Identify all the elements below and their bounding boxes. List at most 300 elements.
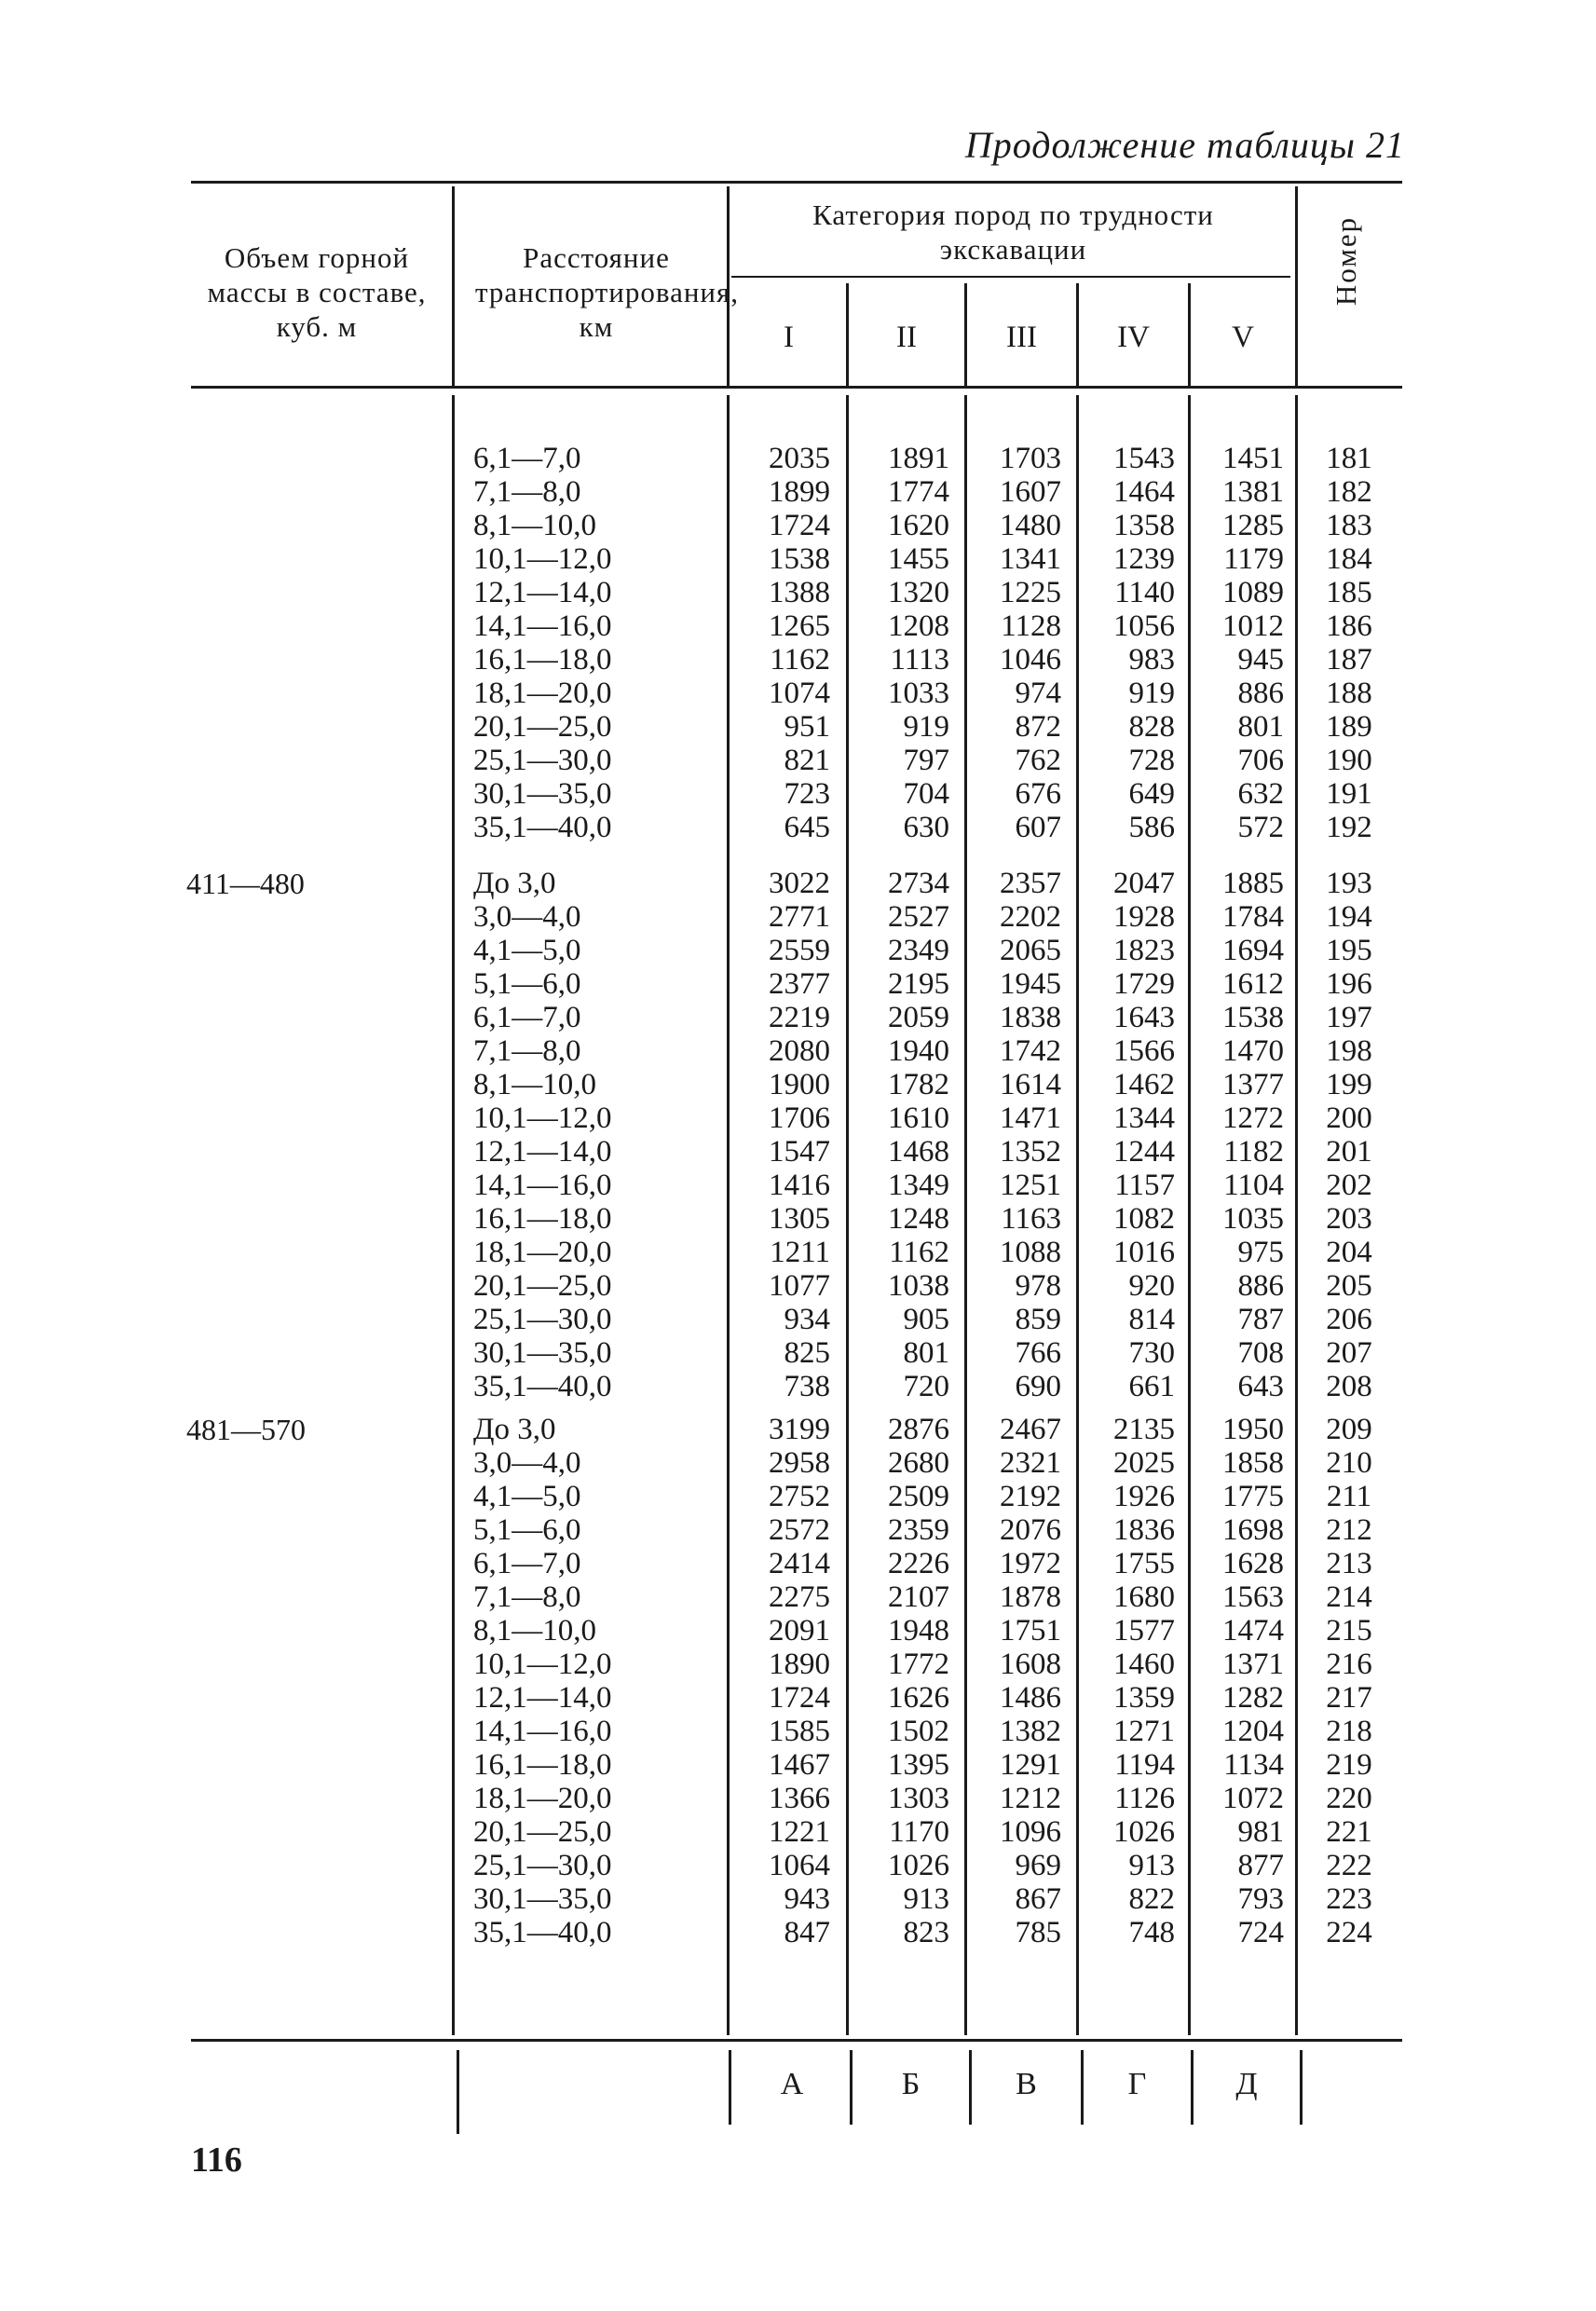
value-cell: 823 (903, 1916, 949, 1949)
value-cell: 1126 (1114, 1782, 1175, 1815)
table-row (0, 934, 1596, 967)
value-cell: 706 (1237, 744, 1284, 777)
value-cell: 867 (1015, 1882, 1061, 1916)
value-cell: 2195 (888, 967, 949, 1001)
value-cell: 2680 (888, 1446, 949, 1480)
value-cell: 1563 (1222, 1580, 1284, 1614)
row-number-cell: 223 (1326, 1882, 1372, 1916)
value-cell: 1272 (1222, 1101, 1284, 1135)
value-cell: 649 (1128, 777, 1175, 811)
value-cell: 1878 (1000, 1580, 1061, 1614)
category-header: II (896, 321, 917, 354)
value-cell: 1694 (1222, 934, 1284, 967)
value-cell: 2059 (888, 1001, 949, 1034)
distance-cell: 5,1—6,0 (473, 967, 581, 1001)
value-cell: 724 (1237, 1916, 1284, 1949)
value-cell: 2876 (888, 1413, 949, 1446)
value-cell: 1377 (1222, 1068, 1284, 1101)
value-cell: 1620 (888, 509, 949, 542)
value-cell: 2771 (769, 900, 830, 934)
volume-label: 411—480 (186, 867, 305, 900)
table-row (0, 1413, 1596, 1446)
value-cell: 1464 (1113, 475, 1175, 509)
table-row (0, 1202, 1596, 1236)
table-row (0, 1446, 1596, 1480)
value-cell: 1104 (1223, 1169, 1284, 1202)
value-cell: 1643 (1113, 1001, 1175, 1034)
value-cell: 934 (784, 1303, 830, 1336)
value-cell: 728 (1128, 744, 1175, 777)
category-header: III (1006, 321, 1037, 354)
distance-cell: 30,1—35,0 (473, 1336, 612, 1370)
distance-cell: 10,1—12,0 (473, 1101, 612, 1135)
value-cell: 645 (784, 811, 830, 844)
value-cell: 983 (1128, 643, 1175, 677)
value-cell: 1480 (1000, 509, 1061, 542)
row-number-cell: 190 (1326, 744, 1372, 777)
value-cell: 1724 (769, 1681, 830, 1715)
value-cell: 1538 (1222, 1001, 1284, 1034)
value-cell: 3022 (769, 867, 830, 900)
distance-cell: 18,1—20,0 (473, 677, 612, 710)
table-row (0, 1614, 1596, 1648)
row-number-cell: 183 (1326, 509, 1372, 542)
distance-cell: 20,1—25,0 (473, 710, 612, 744)
value-cell: 1271 (1113, 1715, 1175, 1748)
value-cell: 586 (1128, 811, 1175, 844)
value-cell: 661 (1128, 1370, 1175, 1403)
table-row (0, 1303, 1596, 1336)
value-cell: 1470 (1222, 1034, 1284, 1068)
value-cell: 1352 (1000, 1135, 1061, 1169)
distance-cell: 25,1—30,0 (473, 744, 612, 777)
value-cell: 1358 (1113, 509, 1175, 542)
value-cell: 1366 (769, 1782, 830, 1815)
value-cell: 1538 (769, 542, 830, 576)
row-number-cell: 206 (1326, 1303, 1372, 1336)
table-row (0, 1513, 1596, 1547)
value-cell: 1088 (1000, 1236, 1061, 1269)
category-header: IV (1117, 321, 1150, 354)
value-cell: 978 (1015, 1269, 1061, 1303)
row-number-cell: 214 (1326, 1580, 1372, 1614)
table-row (0, 643, 1596, 677)
value-cell: 2226 (888, 1547, 949, 1580)
row-number-cell: 217 (1326, 1681, 1372, 1715)
table-row (0, 1849, 1596, 1882)
value-cell: 969 (1015, 1849, 1061, 1882)
distance-cell: 18,1—20,0 (473, 1782, 612, 1815)
value-cell: 828 (1128, 710, 1175, 744)
value-cell: 1140 (1114, 576, 1175, 609)
row-number-cell: 209 (1326, 1413, 1372, 1446)
value-cell: 3199 (769, 1413, 830, 1446)
value-cell: 886 (1237, 1269, 1284, 1303)
value-cell: 1320 (888, 576, 949, 609)
distance-cell: 4,1—5,0 (473, 934, 581, 967)
distance-cell: 8,1—10,0 (473, 1068, 596, 1101)
value-cell: 607 (1015, 811, 1061, 844)
row-number-cell: 220 (1326, 1782, 1372, 1815)
table-rows (0, 1413, 1596, 1949)
value-cell: 1371 (1222, 1648, 1284, 1681)
value-cell: 1823 (1113, 934, 1175, 967)
row-number-cell: 219 (1326, 1748, 1372, 1782)
value-cell: 2414 (769, 1547, 830, 1580)
value-cell: 1585 (769, 1715, 830, 1748)
value-cell: 2192 (1000, 1480, 1061, 1513)
value-cell: 1162 (889, 1236, 949, 1269)
table-row (0, 609, 1596, 643)
value-cell: 1858 (1222, 1446, 1284, 1480)
distance-cell: 20,1—25,0 (473, 1269, 612, 1303)
distance-cell: 18,1—20,0 (473, 1236, 612, 1269)
value-cell: 787 (1237, 1303, 1284, 1336)
table-row (0, 1480, 1596, 1513)
table-row (0, 967, 1596, 1001)
row-number-cell: 211 (1326, 1480, 1372, 1513)
distance-cell: 6,1—7,0 (473, 1547, 581, 1580)
value-cell: 1742 (1000, 1034, 1061, 1068)
row-number-cell: 187 (1326, 643, 1372, 677)
value-cell: 793 (1237, 1882, 1284, 1916)
value-cell: 1046 (1000, 643, 1061, 677)
value-cell: 720 (903, 1370, 949, 1403)
value-cell: 1265 (769, 609, 830, 643)
value-cell: 1225 (1000, 576, 1061, 609)
value-cell: 2321 (1000, 1446, 1061, 1480)
value-cell: 1774 (888, 475, 949, 509)
row-number-cell: 212 (1326, 1513, 1372, 1547)
value-cell: 877 (1237, 1849, 1284, 1882)
value-cell: 766 (1015, 1336, 1061, 1370)
value-cell: 2202 (1000, 900, 1061, 934)
footer-label: Б (901, 2067, 921, 2101)
value-cell: 643 (1237, 1370, 1284, 1403)
table-row (0, 1648, 1596, 1681)
footer-label: Д (1235, 2067, 1258, 2101)
value-cell: 1468 (888, 1135, 949, 1169)
row-number-cell: 198 (1326, 1034, 1372, 1068)
table-row (0, 1135, 1596, 1169)
value-cell: 1724 (769, 509, 830, 542)
distance-cell: 14,1—16,0 (473, 1169, 612, 1202)
value-cell: 1026 (888, 1849, 949, 1882)
footer-label: В (1016, 2067, 1037, 2101)
value-cell: 1194 (1114, 1748, 1175, 1782)
value-cell: 1056 (1113, 609, 1175, 643)
value-cell: 1751 (1000, 1614, 1061, 1648)
row-number-cell: 185 (1326, 576, 1372, 609)
table-rows (0, 867, 1596, 1403)
value-cell: 1772 (888, 1648, 949, 1681)
value-cell: 1113 (890, 643, 949, 677)
table-row (0, 1748, 1596, 1782)
category-header: V (1232, 321, 1254, 354)
row-number-cell: 192 (1326, 811, 1372, 844)
value-cell: 2357 (1000, 867, 1061, 900)
row-number-cell: 205 (1326, 1269, 1372, 1303)
value-cell: 1026 (1113, 1815, 1175, 1849)
distance-cell: 12,1—14,0 (473, 1681, 612, 1715)
value-cell: 1607 (1000, 475, 1061, 509)
table-row (0, 1034, 1596, 1068)
table-row (0, 867, 1596, 900)
header-volume: Объем горной массы в составе, куб. м (207, 241, 427, 343)
value-cell: 2527 (888, 900, 949, 934)
value-cell: 1614 (1000, 1068, 1061, 1101)
distance-cell: До 3,0 (473, 867, 556, 900)
distance-cell: 16,1—18,0 (473, 1748, 612, 1782)
distance-cell: 6,1—7,0 (473, 1001, 581, 1034)
distance-cell: 16,1—18,0 (473, 643, 612, 677)
value-cell: 2509 (888, 1480, 949, 1513)
value-cell: 1157 (1114, 1169, 1175, 1202)
distance-cell: 30,1—35,0 (473, 1882, 612, 1916)
value-cell: 1038 (888, 1269, 949, 1303)
table-row (0, 811, 1596, 844)
value-cell: 905 (903, 1303, 949, 1336)
value-cell: 2080 (769, 1034, 830, 1068)
value-cell: 1182 (1223, 1135, 1284, 1169)
value-cell: 913 (1128, 1849, 1175, 1882)
distance-cell: 8,1—10,0 (473, 509, 596, 542)
row-number-cell: 195 (1326, 934, 1372, 967)
value-cell: 1134 (1223, 1748, 1284, 1782)
table-row (0, 710, 1596, 744)
value-cell: 801 (903, 1336, 949, 1370)
col-divider (729, 2050, 731, 2125)
row-number-cell: 194 (1326, 900, 1372, 934)
value-cell: 919 (1128, 677, 1175, 710)
value-cell: 1784 (1222, 900, 1284, 934)
row-number-cell: 218 (1326, 1715, 1372, 1748)
value-cell: 1221 (769, 1815, 830, 1849)
value-cell: 1628 (1222, 1547, 1284, 1580)
volume-label: 481—570 (186, 1413, 306, 1446)
table-row (0, 1336, 1596, 1370)
distance-cell: 14,1—16,0 (473, 609, 612, 643)
value-cell: 919 (903, 710, 949, 744)
table-row (0, 1169, 1596, 1202)
distance-cell: 25,1—30,0 (473, 1849, 612, 1882)
value-cell: 1349 (888, 1169, 949, 1202)
distance-cell: 35,1—40,0 (473, 1370, 612, 1403)
value-cell: 1948 (888, 1614, 949, 1648)
value-cell: 1610 (888, 1101, 949, 1135)
row-number-cell: 189 (1326, 710, 1372, 744)
distance-cell: 35,1—40,0 (473, 1916, 612, 1949)
value-cell: 1612 (1222, 967, 1284, 1001)
value-cell: 630 (903, 811, 949, 844)
distance-cell: 5,1—6,0 (473, 1513, 581, 1547)
value-cell: 1890 (769, 1648, 830, 1681)
row-number-cell: 208 (1326, 1370, 1372, 1403)
value-cell: 2076 (1000, 1513, 1061, 1547)
value-cell: 886 (1237, 677, 1284, 710)
rule-top (191, 181, 1402, 184)
distance-cell: 7,1—8,0 (473, 1034, 581, 1068)
distance-cell: 14,1—16,0 (473, 1715, 612, 1748)
table-rows (0, 442, 1596, 844)
distance-cell: До 3,0 (473, 1413, 556, 1446)
row-number-cell: 197 (1326, 1001, 1372, 1034)
value-cell: 1460 (1113, 1648, 1175, 1681)
value-cell: 974 (1015, 677, 1061, 710)
distance-cell: 12,1—14,0 (473, 1135, 612, 1169)
distance-cell: 10,1—12,0 (473, 542, 612, 576)
distance-cell: 8,1—10,0 (473, 1614, 596, 1648)
value-cell: 1285 (1222, 509, 1284, 542)
value-cell: 1940 (888, 1034, 949, 1068)
value-cell: 1381 (1222, 475, 1284, 509)
row-number-cell: 213 (1326, 1547, 1372, 1580)
row-number-cell: 221 (1326, 1815, 1372, 1849)
table-row (0, 1782, 1596, 1815)
value-cell: 1282 (1222, 1681, 1284, 1715)
value-cell: 1462 (1113, 1068, 1175, 1101)
value-cell: 1926 (1113, 1480, 1175, 1513)
value-cell: 859 (1015, 1303, 1061, 1336)
row-number-cell: 191 (1326, 777, 1372, 811)
table-row (0, 1370, 1596, 1403)
value-cell: 943 (784, 1882, 830, 1916)
table-row (0, 442, 1596, 475)
value-cell: 1305 (769, 1202, 830, 1236)
table-row (0, 1916, 1596, 1949)
value-cell: 1755 (1113, 1547, 1175, 1580)
row-number-cell: 182 (1326, 475, 1372, 509)
value-cell: 1016 (1113, 1236, 1175, 1269)
distance-cell: 10,1—12,0 (473, 1648, 612, 1681)
value-cell: 1251 (1000, 1169, 1061, 1202)
value-cell: 2349 (888, 934, 949, 967)
distance-cell: 3,0—4,0 (473, 900, 581, 934)
row-number-cell: 207 (1326, 1336, 1372, 1370)
distance-cell: 4,1—5,0 (473, 1480, 581, 1513)
value-cell: 1471 (1000, 1101, 1061, 1135)
value-cell: 981 (1237, 1815, 1284, 1849)
row-number-cell: 201 (1326, 1135, 1372, 1169)
value-cell: 2467 (1000, 1413, 1061, 1446)
value-cell: 676 (1015, 777, 1061, 811)
value-cell: 708 (1237, 1336, 1284, 1370)
value-cell: 1089 (1222, 576, 1284, 609)
category-header: I (784, 321, 794, 354)
value-cell: 847 (784, 1916, 830, 1949)
distance-cell: 3,0—4,0 (473, 1446, 581, 1480)
value-cell: 2572 (769, 1513, 830, 1547)
value-cell: 1359 (1113, 1681, 1175, 1715)
col-divider (1295, 186, 1298, 386)
value-cell: 1074 (769, 677, 830, 710)
table-row (0, 1681, 1596, 1715)
value-cell: 1474 (1222, 1614, 1284, 1648)
value-cell: 2107 (888, 1580, 949, 1614)
value-cell: 1212 (1000, 1782, 1061, 1815)
value-cell: 1775 (1222, 1480, 1284, 1513)
table-row (0, 777, 1596, 811)
value-cell: 2359 (888, 1513, 949, 1547)
table-row (0, 475, 1596, 509)
value-cell: 1680 (1113, 1580, 1175, 1614)
value-cell: 1729 (1113, 967, 1175, 1001)
table-row (0, 1001, 1596, 1034)
page-number: 116 (191, 2140, 242, 2180)
row-number-cell: 203 (1326, 1202, 1372, 1236)
header-distance: Расстояние транспортирования, км (475, 241, 740, 343)
value-cell: 1626 (888, 1681, 949, 1715)
value-cell: 690 (1015, 1370, 1061, 1403)
value-cell: 1838 (1000, 1001, 1061, 1034)
value-cell: 1382 (1000, 1715, 1061, 1748)
table-row (0, 1547, 1596, 1580)
value-cell: 1486 (1000, 1681, 1061, 1715)
row-number-cell: 215 (1326, 1614, 1372, 1648)
value-cell: 1035 (1222, 1202, 1284, 1236)
value-cell: 913 (903, 1882, 949, 1916)
table-row (0, 1068, 1596, 1101)
table-row (0, 576, 1596, 609)
row-number-cell: 196 (1326, 967, 1372, 1001)
row-number-cell: 222 (1326, 1849, 1372, 1882)
value-cell: 975 (1237, 1236, 1284, 1269)
distance-cell: 16,1—18,0 (473, 1202, 612, 1236)
value-cell: 2035 (769, 442, 830, 475)
value-cell: 2734 (888, 867, 949, 900)
value-cell: 1543 (1113, 442, 1175, 475)
value-cell: 2091 (769, 1614, 830, 1648)
value-cell: 2377 (769, 967, 830, 1001)
distance-cell: 6,1—7,0 (473, 442, 581, 475)
table-row (0, 1715, 1596, 1748)
value-cell: 1170 (889, 1815, 949, 1849)
value-cell: 2559 (769, 934, 830, 967)
value-cell: 2047 (1113, 867, 1175, 900)
value-cell: 822 (1128, 1882, 1175, 1916)
value-cell: 1179 (1223, 542, 1284, 576)
footer-label: А (780, 2067, 804, 2101)
value-cell: 1455 (888, 542, 949, 576)
distance-cell: 35,1—40,0 (473, 811, 612, 844)
value-cell: 872 (1015, 710, 1061, 744)
value-cell: 1395 (888, 1748, 949, 1782)
page-title: Продолжение таблицы 21 (964, 124, 1405, 166)
row-number-cell: 200 (1326, 1101, 1372, 1135)
row-number-cell: 184 (1326, 542, 1372, 576)
value-cell: 1244 (1113, 1135, 1175, 1169)
value-cell: 920 (1128, 1269, 1175, 1303)
value-cell: 1077 (769, 1269, 830, 1303)
value-cell: 1945 (1000, 967, 1061, 1001)
value-cell: 1064 (769, 1849, 830, 1882)
col-divider (452, 186, 455, 386)
table-row (0, 1101, 1596, 1135)
value-cell: 1928 (1113, 900, 1175, 934)
table-row (0, 509, 1596, 542)
footer-label: Г (1127, 2067, 1147, 2101)
value-cell: 1836 (1113, 1513, 1175, 1547)
value-cell: 821 (784, 744, 830, 777)
value-cell: 1033 (888, 677, 949, 710)
value-cell: 2958 (769, 1446, 830, 1480)
value-cell: 572 (1237, 811, 1284, 844)
row-number-cell: 181 (1326, 442, 1372, 475)
value-cell: 1208 (888, 609, 949, 643)
table-row (0, 900, 1596, 934)
value-cell: 1248 (888, 1202, 949, 1236)
row-number-cell: 199 (1326, 1068, 1372, 1101)
